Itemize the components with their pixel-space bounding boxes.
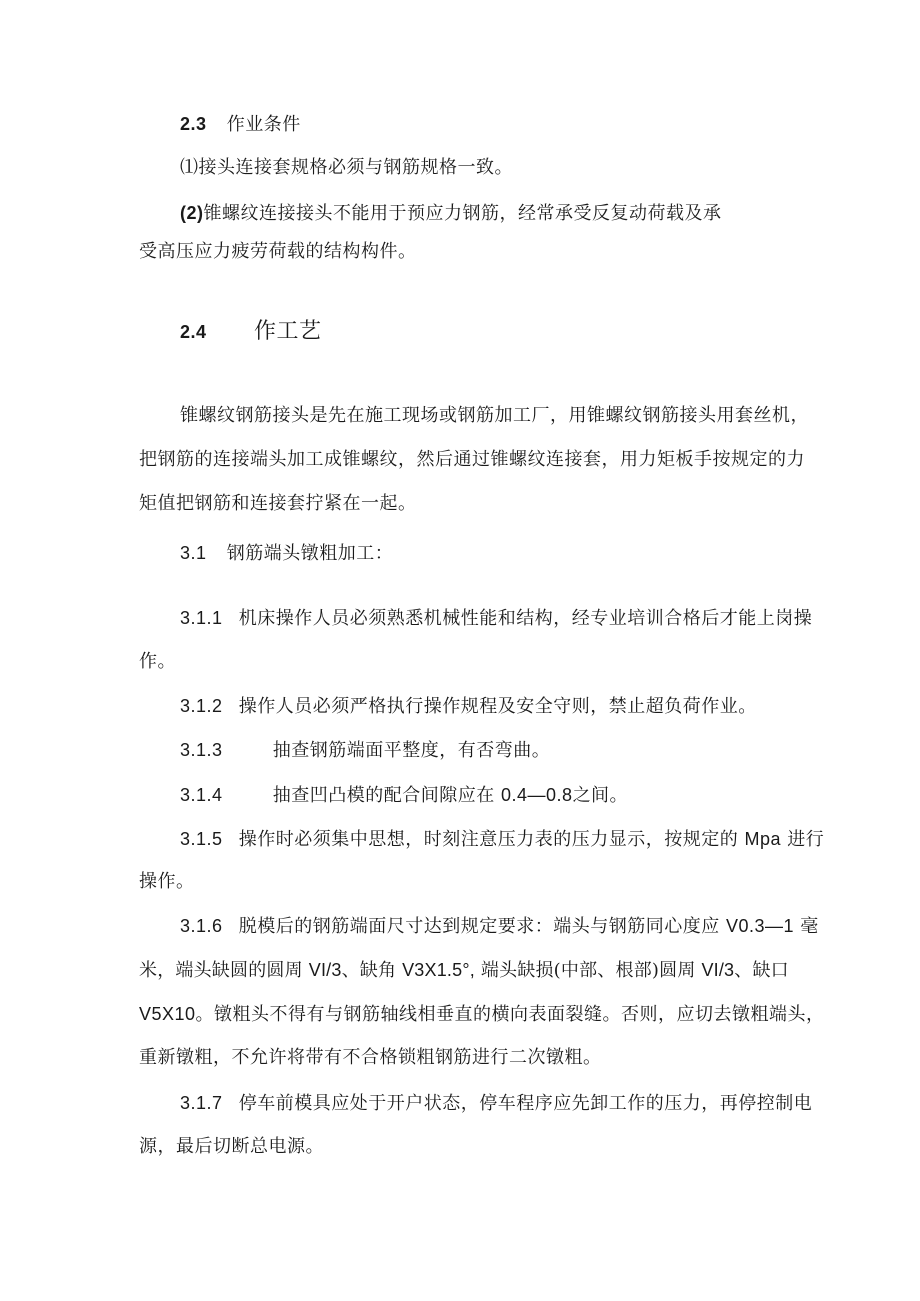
- section-title: 作工艺: [254, 319, 322, 344]
- item-number: 3.1.5: [180, 829, 223, 849]
- item-3-1-3: [180, 738, 550, 763]
- item-text: 停车前模具应处于开户状态，停车程序应先卸工作的压力，再停控制电: [238, 1093, 813, 1114]
- item-number: (2): [180, 203, 204, 223]
- value-segment: VI/3: [701, 960, 735, 980]
- notch-value: V5X10: [139, 1004, 196, 1024]
- item-number: 3.1.7: [180, 1093, 223, 1113]
- section-number: 3.1: [180, 543, 207, 563]
- condition-item-2-line-1: [180, 201, 722, 226]
- item-text-end: 之间。: [572, 785, 629, 806]
- item-number: 3.1.6: [180, 916, 223, 936]
- item-text-end: 进行: [787, 829, 825, 850]
- text-segment: 端头缺损(中部、根部)圆周: [480, 960, 696, 981]
- section-3-1-heading: [180, 541, 393, 566]
- text-segment: 、缺角: [341, 960, 397, 981]
- item-text: 操作时必须集中思想，时刻注意压力表的压力显示，按规定的: [238, 829, 739, 850]
- item-3-1-6-line-3: [139, 1002, 825, 1027]
- item-3-1-6-line-2: [139, 958, 789, 983]
- section-number: 2.4: [180, 322, 207, 342]
- text-segment: 。镦粗头不得有与钢筋轴线相垂直的横向表面裂缝。否则，应切去镦粗端头，: [195, 1004, 825, 1025]
- item-text: 锥螺纹连接接头不能用于预应力钢筋，经常承受反复动荷载及承: [203, 203, 722, 224]
- item-text-end: 毫: [800, 916, 819, 937]
- item-3-1-5-line-2: 操作。: [139, 871, 195, 892]
- condition-item-2-line-2: 受高压应力疲劳荷载的结构构件。: [139, 241, 417, 262]
- text-segment: 、缺口: [734, 960, 789, 981]
- intro-line-3: 矩值把钢筋和连接套拧紧在一起。: [139, 493, 417, 514]
- condition-item-1: ⑴接头连接套规格必须与钢筋规格一致。: [180, 157, 513, 178]
- item-number: 3.1.4: [180, 785, 223, 805]
- item-text: 机床操作人员必须熟悉机械性能和结构，经专业培训合格后才能上岗操: [238, 608, 813, 629]
- item-3-1-5-line-1: [180, 827, 824, 852]
- value-segment: V3X1.5°,: [402, 960, 475, 980]
- item-text: 操作人员必须严格执行操作规程及安全守则，禁止超负荷作业。: [238, 696, 757, 717]
- section-2-3-heading: [180, 112, 301, 137]
- item-text: 抽查凹凸模的配合间隙应在: [272, 785, 495, 806]
- text-segment: 米，端头缺圆的圆周: [139, 960, 303, 981]
- item-text: 脱模后的钢筋端面尺寸达到规定要求：端头与钢筋同心度应: [238, 916, 720, 937]
- item-number: 3.1.1: [180, 608, 223, 628]
- concentricity-value: V0.3—1: [726, 916, 795, 936]
- item-3-1-1-line-2: 作。: [139, 651, 176, 672]
- intro-line-1: 锥螺纹钢筋接头是先在施工现场或钢筋加工厂，用锥螺纹钢筋接头用套丝机，: [180, 405, 809, 426]
- item-number: 3.1.3: [180, 740, 223, 760]
- item-3-1-7-line-2: 源，最后切断总电源。: [139, 1136, 324, 1157]
- section-number: 2.3: [180, 114, 207, 134]
- item-number: 3.1.2: [180, 696, 223, 716]
- section-title: 钢筋端头镦粗加工：: [226, 543, 394, 564]
- item-3-1-4: [180, 783, 628, 808]
- intro-line-2: 把钢筋的连接端头加工成锥螺纹，然后通过锥螺纹连接套，用力矩板手按规定的力: [139, 449, 805, 470]
- section-title: 作业条件: [226, 114, 301, 135]
- item-3-1-2: [180, 694, 757, 719]
- clearance-range: 0.4—0.8: [501, 785, 573, 805]
- section-2-4-heading: [180, 318, 322, 346]
- item-3-1-6-line-4: 重新镦粗，不允许将带有不合格锁粗钢筋进行二次镦粗。: [139, 1047, 602, 1068]
- item-3-1-1-line-1: [180, 606, 812, 631]
- pressure-unit: Mpa: [744, 829, 782, 849]
- value-segment: VI/3: [308, 960, 342, 980]
- item-3-1-7-line-1: [180, 1091, 812, 1116]
- item-3-1-6-line-1: [180, 914, 819, 939]
- item-text: 抽查钢筋端面平整度，有否弯曲。: [272, 740, 551, 761]
